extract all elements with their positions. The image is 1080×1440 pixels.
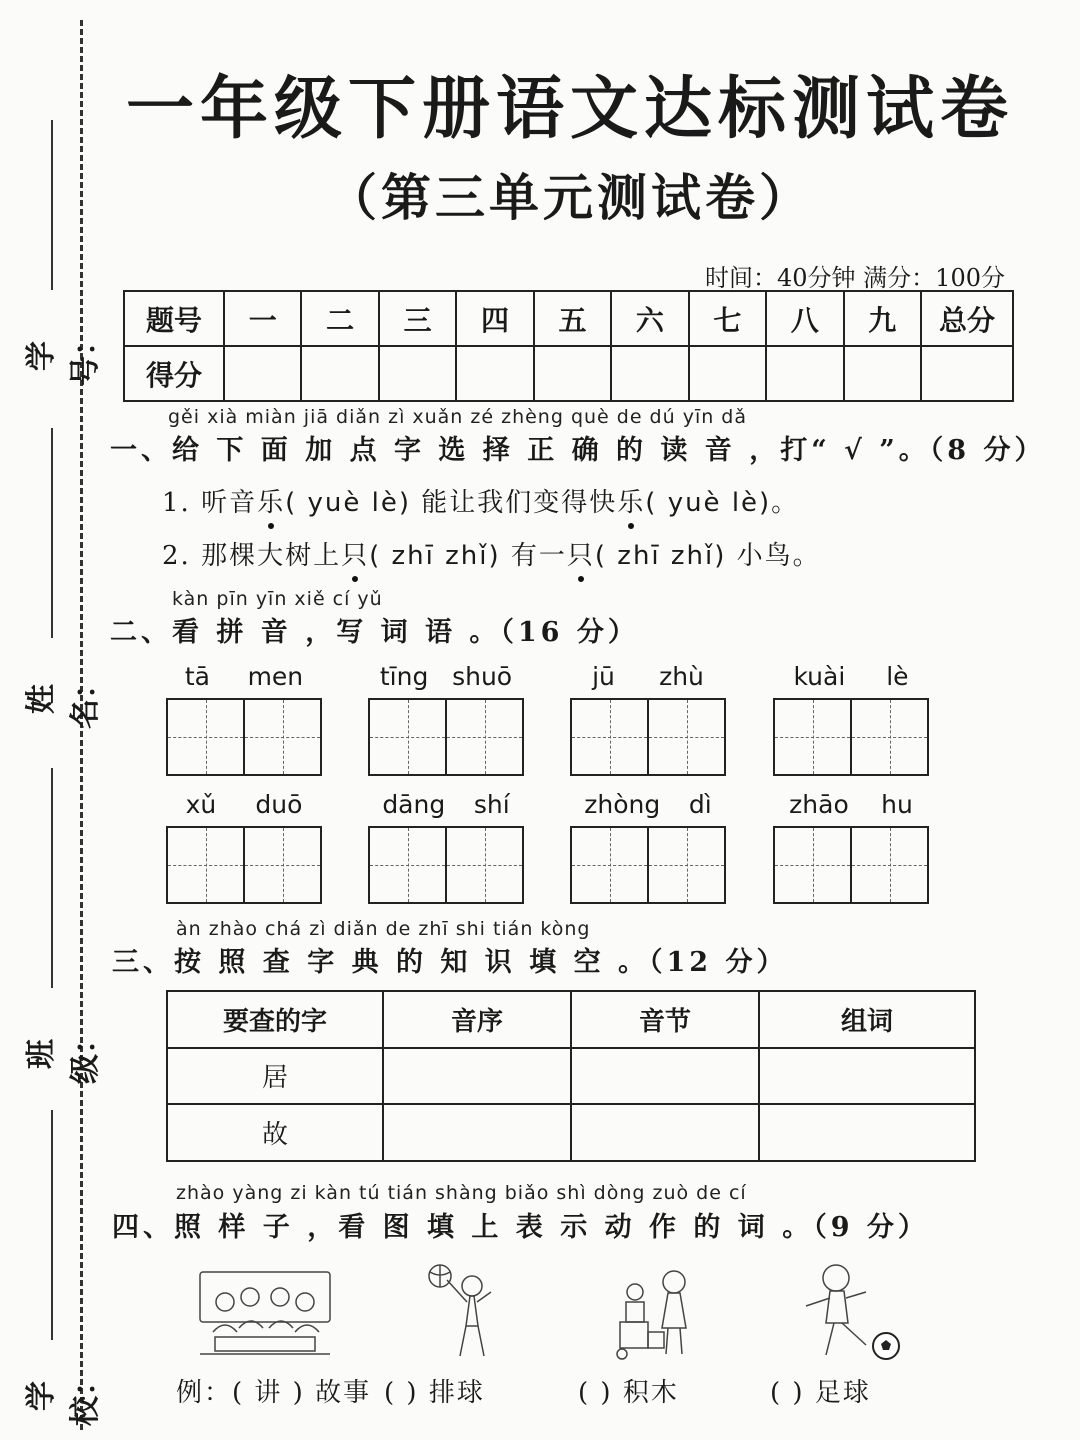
xingming-label: 姓名： <box>24 669 103 729</box>
writing-cell[interactable] <box>168 700 243 774</box>
pinyin-syllable: tā <box>184 662 210 691</box>
score-header-cell: 七 <box>689 291 766 346</box>
score-cell[interactable] <box>689 346 766 401</box>
dict-answer-cell[interactable] <box>383 1104 571 1161</box>
q4-example: 例：( 讲 ) 故事 <box>176 1378 372 1408</box>
word-grid-xuduo <box>166 790 322 904</box>
pinyin-syllable: jū <box>592 662 615 691</box>
soccer-illustration <box>796 1262 906 1362</box>
writing-cell[interactable] <box>445 700 522 774</box>
dict-answer-cell[interactable] <box>759 1104 975 1161</box>
dict-header: 组词 <box>759 991 975 1048</box>
score-header-cell: 八 <box>766 291 843 346</box>
pinyin-syllable: zhāo <box>789 790 849 819</box>
q3-pinyin: àn zhào chá zì diǎn de zhī shi tián kòng <box>176 918 591 940</box>
word-grid-kuaile <box>773 662 929 776</box>
writing-cell[interactable] <box>445 828 522 902</box>
page-title: 一年级下册语文达标测试卷 <box>125 69 1014 149</box>
q2-title: 二、看 拼 音 ，写 词 语 。（16 分） <box>110 617 639 648</box>
score-header-cell: 五 <box>534 291 611 346</box>
dict-header: 音节 <box>571 991 759 1048</box>
q1-dotted-char: 乐 <box>257 482 285 519</box>
dict-answer-cell[interactable] <box>759 1048 975 1105</box>
pinyin-syllable: shuō <box>452 662 513 691</box>
pinyin-syllable: kuài <box>793 662 846 691</box>
score-cell[interactable] <box>534 346 611 401</box>
time-score-info: 时间：40分钟 满分：100分 <box>705 264 1005 292</box>
score-header-cell: 一 <box>224 291 301 346</box>
q1-item-1-text: ( yuè lè) 能让我们变得快 <box>285 488 618 518</box>
word-grid-juzhu <box>570 662 726 776</box>
writing-cell[interactable] <box>850 700 927 774</box>
score-cell[interactable] <box>611 346 688 401</box>
pinyin-syllable: men <box>247 662 304 691</box>
pinyin-syllable: duō <box>255 790 303 819</box>
writing-cell[interactable] <box>572 700 647 774</box>
xuexiao-label: 学校： <box>24 1366 103 1426</box>
score-table <box>123 290 1014 402</box>
score-header-cell: 九 <box>844 291 922 346</box>
dict-header: 要查的字 <box>167 991 383 1048</box>
dict-answer-cell[interactable] <box>383 1048 571 1105</box>
dictionary-table <box>166 990 976 1162</box>
xuexiao-line <box>51 1110 53 1340</box>
writing-cell[interactable] <box>647 828 724 902</box>
pinyin-syllable: tīng <box>379 662 429 691</box>
q1-pinyin: gěi xià miàn jiā diǎn zì xuǎn zé zhèng què de dú yīn dǎ <box>168 406 748 428</box>
pinyin-syllable: hu <box>881 790 913 819</box>
q1-dotted-char: 只 <box>341 535 369 572</box>
writing-cell[interactable] <box>243 828 320 902</box>
q1-item-2-text: 2. 那棵大树上 <box>162 541 342 571</box>
q1-item-2-text: ( zhī zhǐ) 小鸟。 <box>594 541 821 571</box>
q1-title: 一、给 下 面 加 点 字 选 择 正 确 的 读 音 ，打“ √ ”。（8 分） <box>110 435 1046 466</box>
xuehao-line <box>51 120 53 290</box>
xingming-line <box>51 428 53 638</box>
score-cell[interactable] <box>921 346 1013 401</box>
pinyin-syllable: shí <box>473 790 510 819</box>
building-blocks-illustration <box>612 1262 702 1362</box>
pinyin-syllable: zhù <box>659 662 704 691</box>
score-header-cell: 三 <box>379 291 456 346</box>
pinyin-syllable: zhòng <box>584 790 661 819</box>
pinyin-syllable: lè <box>886 662 909 691</box>
score-header-cell: 二 <box>301 291 378 346</box>
score-header-cell: 六 <box>611 291 688 346</box>
writing-cell[interactable] <box>243 700 320 774</box>
storytelling-illustration <box>195 1262 335 1362</box>
q1-item-1 <box>162 482 799 519</box>
banji-line <box>51 768 53 988</box>
score-header-cell: 四 <box>456 291 533 346</box>
writing-cell[interactable] <box>647 700 724 774</box>
dict-header: 音序 <box>383 991 571 1048</box>
q1-dotted-char: 乐 <box>617 482 645 519</box>
q1-item-1-text: ( yuè lè)。 <box>645 488 800 518</box>
score-cell[interactable] <box>301 346 378 401</box>
dict-answer-cell[interactable] <box>571 1048 759 1105</box>
word-grid-zhaohu <box>773 790 929 904</box>
writing-cell[interactable] <box>572 828 647 902</box>
q1-item-1-text: 1. 听音 <box>162 488 258 518</box>
score-cell[interactable] <box>844 346 922 401</box>
score-cell[interactable] <box>766 346 843 401</box>
q1-dotted-char: 只 <box>567 535 595 572</box>
score-cell[interactable] <box>379 346 456 401</box>
score-header-cell: 题号 <box>124 291 224 346</box>
score-header-cell: 总分 <box>921 291 1013 346</box>
q1-item-2 <box>162 535 821 572</box>
q4-answer-soccer[interactable]: ( ) 足球 <box>770 1378 871 1408</box>
q2-pinyin: kàn pīn yīn xiě cí yǔ <box>172 588 383 610</box>
pinyin-syllable: dāng <box>382 790 446 819</box>
word-grid-zhongdi <box>570 790 726 904</box>
q4-pinyin: zhào yàng zi kàn tú tián shàng biǎo shì dòng zuò de cí <box>176 1182 747 1204</box>
score-cell[interactable] <box>224 346 301 401</box>
writing-cell[interactable] <box>370 700 445 774</box>
dict-char: 居 <box>167 1048 383 1105</box>
writing-cell[interactable] <box>775 828 850 902</box>
writing-cell[interactable] <box>775 700 850 774</box>
pinyin-syllable: xǔ <box>185 790 217 819</box>
page-subtitle: （第三单元测试卷） <box>327 168 813 227</box>
writing-cell[interactable] <box>370 828 445 902</box>
q4-answer-volleyball[interactable]: ( ) 排球 <box>384 1378 485 1408</box>
q4-title: 四、照 样 子 ，看 图 填 上 表 示 动 作 的 词 。（9 分） <box>112 1212 929 1243</box>
pinyin-syllable: dì <box>688 790 712 819</box>
dict-char: 故 <box>167 1104 383 1161</box>
banji-label: 班级： <box>24 1024 103 1084</box>
score-row-label: 得分 <box>124 346 224 401</box>
q1-item-2-text: ( zhī zhǐ) 有一 <box>369 541 567 571</box>
word-grid-tingshuo <box>368 662 524 776</box>
word-grid-dangshi <box>368 790 524 904</box>
xuehao-label: 学号： <box>24 326 103 386</box>
writing-cell[interactable] <box>850 828 927 902</box>
writing-cell[interactable] <box>168 828 243 902</box>
score-cell[interactable] <box>456 346 533 401</box>
q4-answer-blocks[interactable]: ( ) 积木 <box>578 1378 679 1408</box>
volleyball-illustration <box>420 1262 510 1362</box>
dict-answer-cell[interactable] <box>571 1104 759 1161</box>
word-grid-tamen <box>166 662 322 776</box>
q3-title: 三、按 照 查 字 典 的 知 识 填 空 。（12 分） <box>112 947 788 978</box>
